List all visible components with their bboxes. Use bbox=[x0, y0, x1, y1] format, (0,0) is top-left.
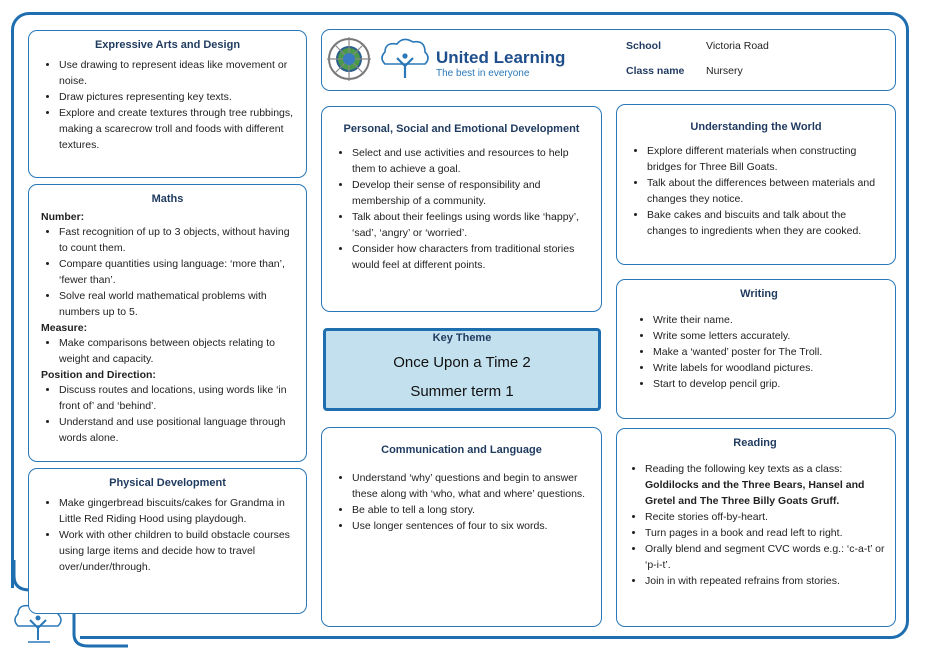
list-item: • Use longer sentences of four to six words. bbox=[352, 518, 591, 534]
reading-title: Reading bbox=[733, 437, 777, 449]
list-item: • Recite stories off-by-heart. bbox=[645, 509, 885, 525]
list-item: • Talk about the differences between materials and changes they notice. bbox=[647, 175, 885, 207]
list-item: • Be able to tell a long story. bbox=[352, 502, 591, 518]
list-item: • Understand and use positional language through words alone. bbox=[59, 414, 296, 446]
measure-heading: Measure: bbox=[41, 322, 88, 334]
list-item: • Write labels for woodland pictures. bbox=[653, 360, 885, 376]
united-learning-tree-icon bbox=[377, 36, 433, 82]
list-item: • Orally blend and segment CVC words e.g.: ‘c-a-t’ or ‘p-i-t’. bbox=[645, 541, 885, 573]
list-item bbox=[645, 461, 885, 509]
list-item: • Bake cakes and biscuits and talk about the changes to ingredients when they are cooked. bbox=[647, 207, 885, 239]
key-theme-box bbox=[323, 328, 601, 411]
list-item: • Start to develop pencil grip. bbox=[653, 376, 885, 392]
brand-name: United Learning bbox=[436, 48, 566, 67]
key-theme-label: Key Theme bbox=[432, 332, 492, 344]
key-theme-title: Once Upon a Time 2 bbox=[393, 354, 531, 371]
school-crest-icon bbox=[324, 33, 374, 85]
list-item: • Solve real world mathematical problems with numbers up to 5. bbox=[59, 288, 296, 320]
list-item: • Write some letters accurately. bbox=[653, 328, 885, 344]
list-item: • Understand ‘why’ questions and begin to answer these along with ‘who, what and where’ questions. bbox=[352, 470, 591, 502]
list-item: • Turn pages in a book and read left to right. bbox=[645, 525, 885, 541]
key-theme-term: Summer term 1 bbox=[410, 383, 514, 400]
list-item: • Make a ‘wanted’ poster for The Troll. bbox=[653, 344, 885, 360]
school-value: Victoria Road bbox=[706, 40, 769, 52]
writing-title: Writing bbox=[740, 288, 778, 300]
physical-development-box bbox=[28, 468, 307, 614]
list-item: • Join in with repeated refrains from stories. bbox=[645, 573, 885, 589]
list-item: • Explore different materials when constructing bridges for Three Bill Goats. bbox=[647, 143, 885, 175]
psed-box bbox=[321, 106, 602, 312]
class-value: Nursery bbox=[706, 65, 743, 77]
psed-title: Personal, Social and Emotional Development bbox=[343, 123, 580, 135]
list-item: • Develop their sense of responsibility and membership of a community. bbox=[352, 177, 591, 209]
understanding-world-title: Understanding the World bbox=[690, 121, 822, 133]
communication-box bbox=[321, 427, 602, 627]
understanding-world-box bbox=[616, 104, 896, 265]
expressive-arts-title: Expressive Arts and Design bbox=[94, 39, 241, 51]
maths-title: Maths bbox=[151, 193, 184, 205]
list-item: • Draw pictures representing key texts. bbox=[59, 89, 296, 105]
class-label: Class name bbox=[626, 65, 685, 77]
list-item: • Talk about their feelings using words like ‘happy’, ‘sad’, ‘angry’ or ‘worried’. bbox=[352, 209, 591, 241]
brand-tagline: The best in everyone bbox=[436, 68, 530, 79]
list-item: • Use drawing to represent ideas like movement or noise. bbox=[59, 57, 296, 89]
list-item: • Select and use activities and resources to help them to achieve a goal. bbox=[352, 145, 591, 177]
list-item: • Compare quantities using language: ‘more than’, ‘fewer than’. bbox=[59, 256, 296, 288]
reading-box bbox=[616, 428, 896, 627]
list-item: • Consider how characters from traditional stories would feel at different points. bbox=[352, 241, 591, 273]
list-item: • Make gingerbread biscuits/cakes for Grandma in Little Red Riding Hood using playdough. bbox=[59, 495, 296, 527]
communication-title: Communication and Language bbox=[381, 444, 542, 456]
list-item: • Write their name. bbox=[653, 312, 885, 328]
list-item: • Fast recognition of up to 3 objects, without having to count them. bbox=[59, 224, 296, 256]
physical-title: Physical Development bbox=[109, 477, 226, 489]
list-item: • Discuss routes and locations, using words like ‘in front of’ and ‘behind’. bbox=[59, 382, 296, 414]
school-label: School bbox=[626, 40, 662, 52]
position-heading: Position and Direction: bbox=[41, 369, 156, 381]
list-item: • Work with other children to build obstacle courses using large items and decide how to travel over/under/through. bbox=[59, 527, 296, 575]
maths-box bbox=[28, 184, 307, 462]
header-box bbox=[321, 29, 896, 91]
writing-box bbox=[616, 279, 896, 419]
expressive-arts-box bbox=[28, 30, 307, 178]
reading-key-texts: Goldilocks and the Three Bears, Hansel and Gretel and The Three Billy Goats Gruff. bbox=[645, 479, 865, 507]
list-item: • Explore and create textures through tree rubbings, making a scarecrow troll and foods with different textures. bbox=[59, 105, 296, 153]
number-heading: Number: bbox=[41, 211, 85, 223]
reading-item-prefix: Reading the following key texts as a class: bbox=[645, 463, 843, 475]
list-item: • Make comparisons between objects relating to weight and capacity. bbox=[59, 335, 296, 367]
